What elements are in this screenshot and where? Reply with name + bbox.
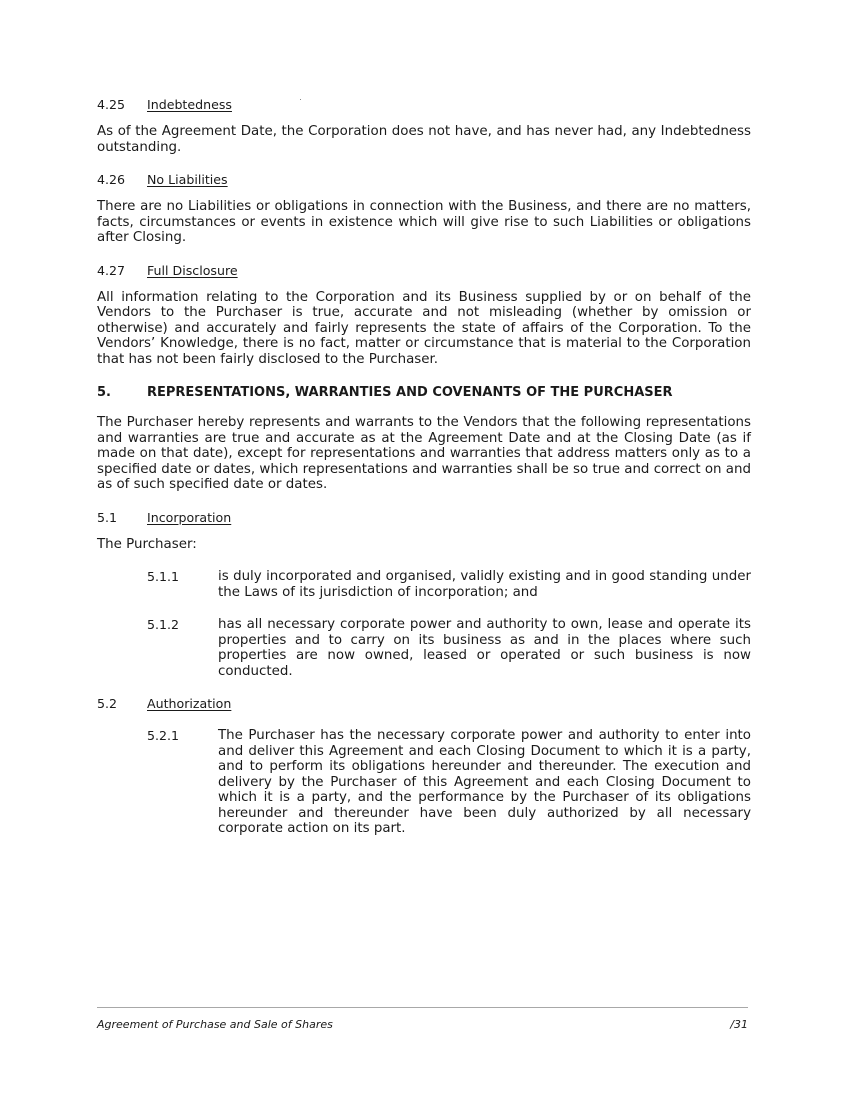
page-body [97, 97, 751, 837]
section-heading-5-2 [97, 696, 751, 711]
footer-page-number: /31 [730, 1018, 748, 1031]
subsection-text: The Purchaser has the necessary corporate power and authority to enter into and deliver this Agreement and each Closing Document to which it is a party, and to perform its obligations hereunder and thereunder. The execution and delivery by the Purchaser of this Agreement and each Closing Document to which it is a party, and the performance by the Purchaser of its obligations hereunder and thereunder have been duly authorized by all necessary corporate action on its part. [218, 728, 751, 836]
subsection-5-1-2 [97, 617, 751, 679]
section-number: 4.27 [97, 262, 126, 278]
footer-document-title: Agreement of Purchase and Sale of Shares [97, 1018, 333, 1031]
subsection-number: 5.1.1 [147, 569, 180, 584]
section-heading-4-27 [97, 263, 751, 278]
section-number: 4.25 [97, 97, 126, 112]
article-title: REPRESENTATIONS, WARRANTIES AND COVENANTS OF THE PURCHASER [147, 385, 673, 400]
subsection-text: has all necessary corporate power and authority to own, lease and operate its properties and to carry on its business as and in the places where such properties are now owned, leased or operated or such business is now conducted. [218, 617, 751, 679]
section-title: Full Disclosure [147, 262, 238, 278]
section-heading-4-25 [97, 97, 751, 112]
subsection-5-2-1 [97, 728, 751, 837]
section-number: 5.1 [97, 509, 118, 525]
subsection-text: is duly incorporated and organised, validly existing and in good standing under the Laws of its jurisdiction of incorporation; and [218, 569, 751, 600]
section-heading-4-26 [97, 172, 751, 187]
section-title: Incorporation [147, 509, 232, 525]
section-number: 4.26 [97, 172, 126, 187]
section-title: Indebtedness [147, 97, 232, 112]
section-number: 5.2 [97, 696, 118, 711]
section-paragraph: As of the Agreement Date, the Corporation does not have, and has never had, any Indebtedness outstanding. [97, 124, 751, 155]
section-paragraph: All information relating to the Corporation and its Business supplied by or on behalf of the Vendors to the Purchaser is true, accurate and not misleading (whether by omission or otherwise) and accurately and fairly represents the state of affairs of the Corporation. To the Vendors’ Knowledge, there is no fact, matter or circumstance that is material to the Corporation that has not been fairly disclosed to the Purchaser. [97, 289, 751, 367]
subsection-number: 5.2.1 [147, 728, 180, 743]
subsection-number: 5.1.2 [147, 617, 180, 632]
article-heading-5 [97, 385, 751, 401]
section-lead: The Purchaser: [97, 536, 197, 552]
article-intro-paragraph: The Purchaser hereby represents and warrants to the Vendors that the following representations and warranties are true and accurate as at the Agreement Date and at the Closing Date (as if made on that date), except for representations and warranties that address matters only as to a specified date or dates, which representations and warranties shall be so true and correct on and as of such specified date or dates. [97, 415, 751, 492]
footer-divider [97, 1007, 748, 1008]
subsection-5-1-1 [97, 569, 751, 600]
article-number: 5. [97, 385, 111, 400]
section-title: Authorization [147, 696, 232, 711]
section-title: No Liabilities [147, 172, 228, 187]
section-heading-5-1 [97, 510, 751, 525]
section-paragraph: There are no Liabilities or obligations in connection with the Business, and there are no matters, facts, circumstances or events in existence which will give rise to such Liabilities or obligations after Closing. [97, 199, 751, 245]
